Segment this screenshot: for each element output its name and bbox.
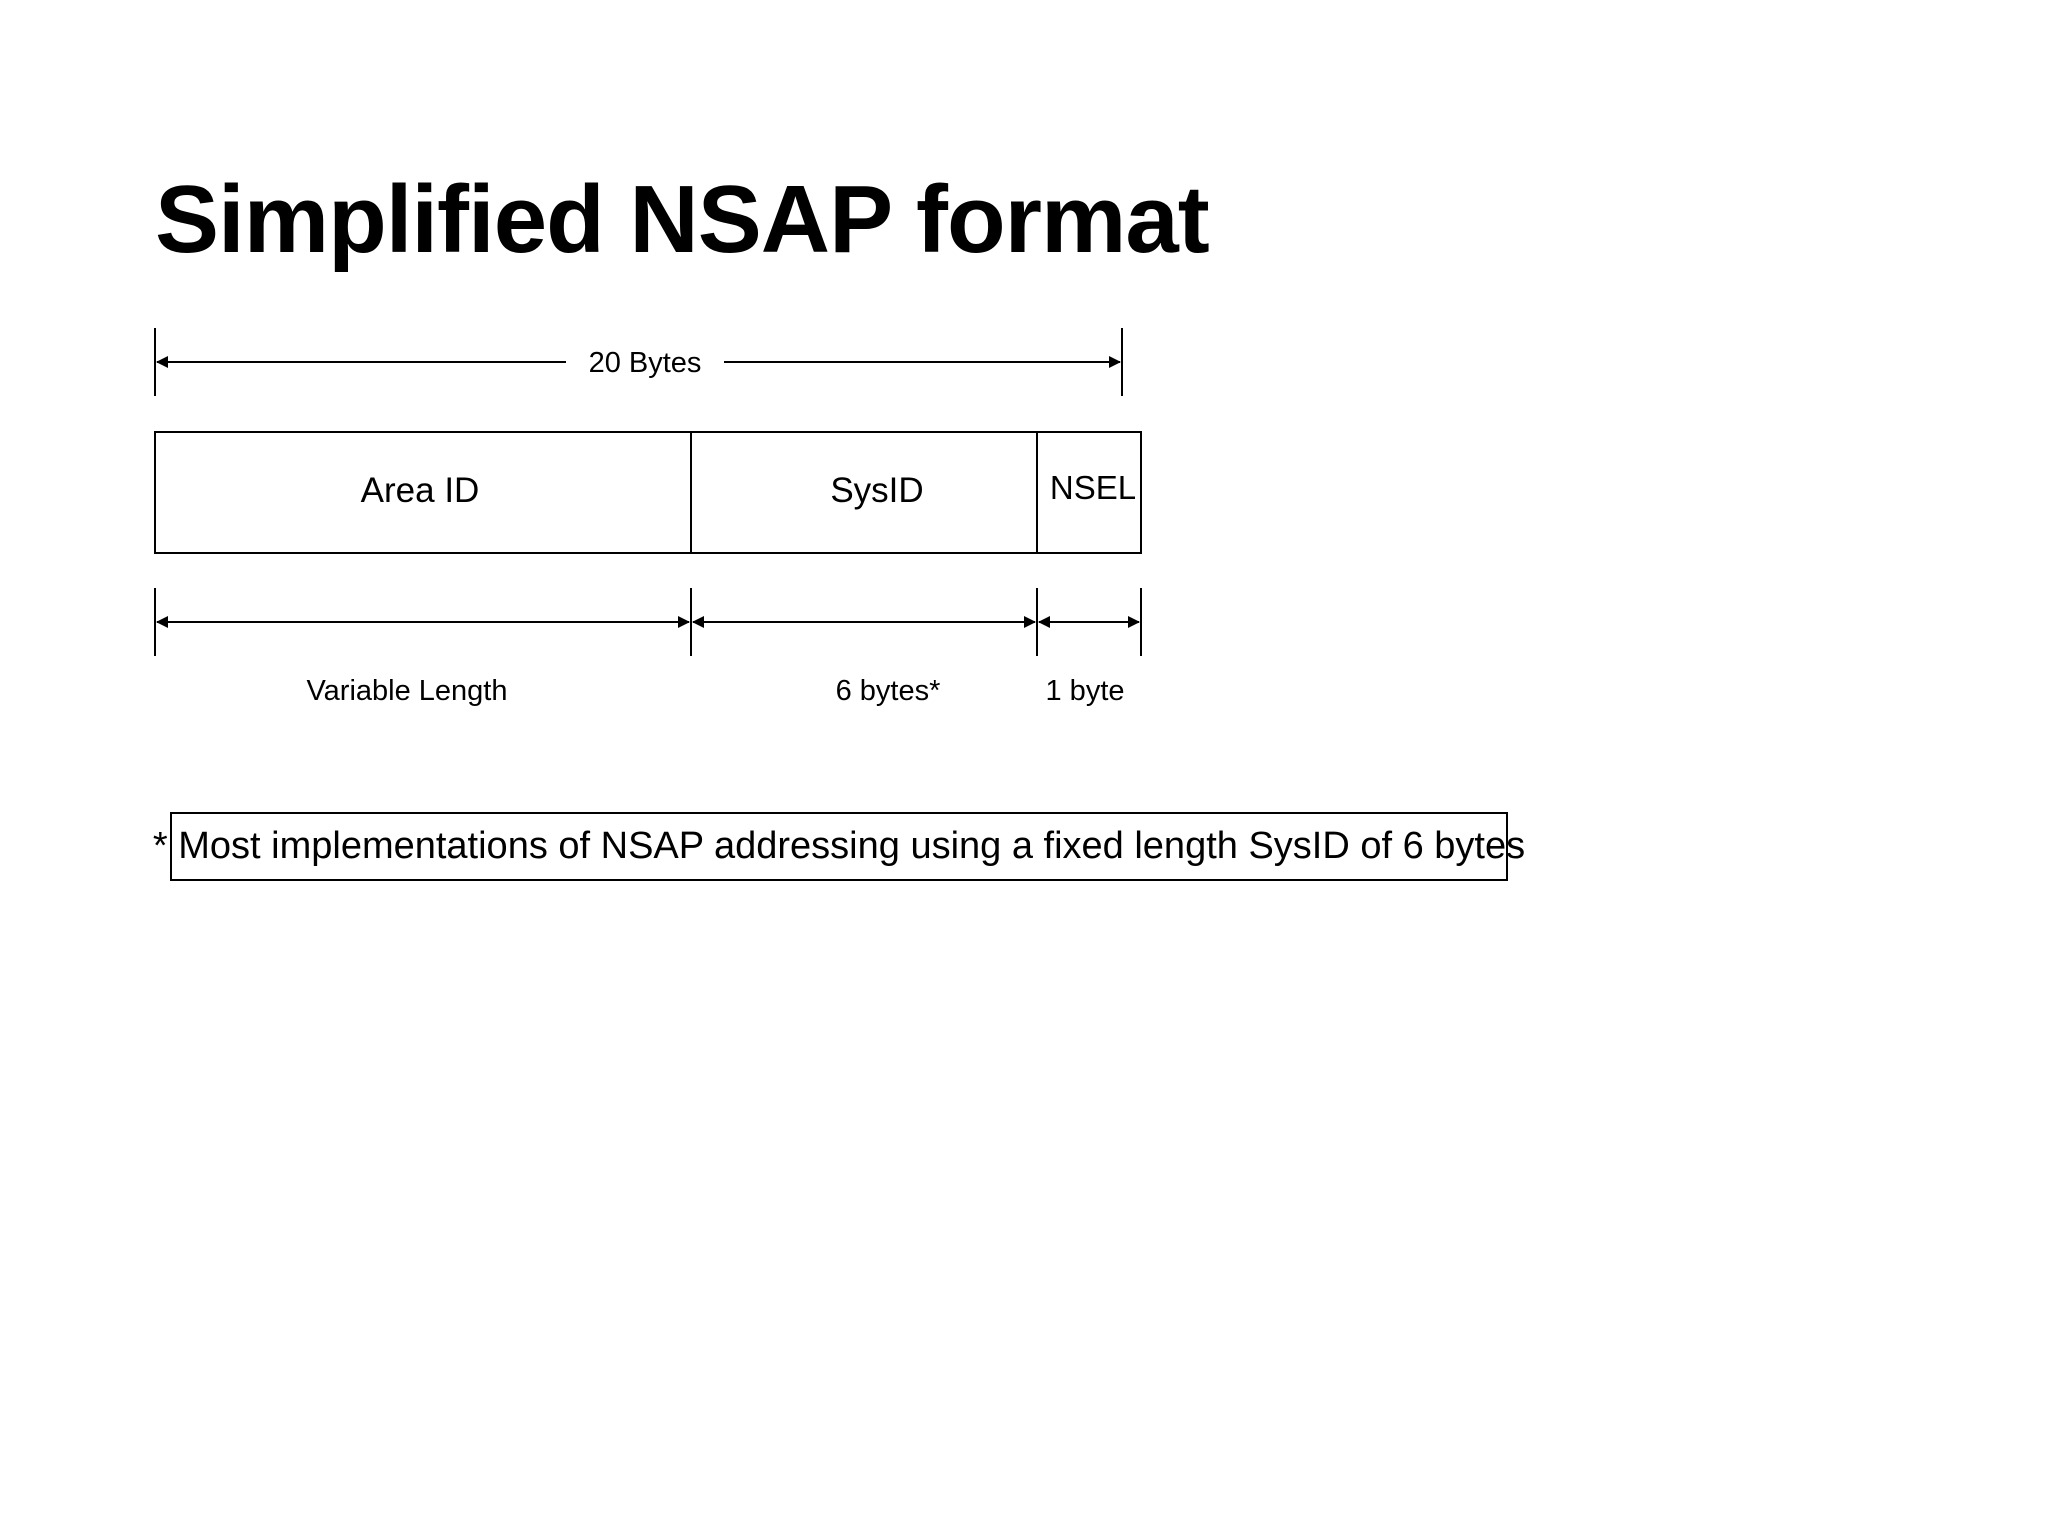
field-label-nsel: NSEL bbox=[1049, 469, 1137, 506]
field-boxes bbox=[155, 432, 1141, 553]
area-id-length-label: Variable Length bbox=[306, 675, 508, 707]
sysid-length-label: 6 bytes* bbox=[835, 675, 941, 707]
field-label-sysid: SysID bbox=[830, 471, 924, 510]
field-length-dimensions bbox=[155, 588, 1141, 707]
total-length-dimension bbox=[155, 328, 1122, 396]
footnote-text: * Most implementations of NSAP addressing using a fixed length SysID of 6 bytes bbox=[152, 825, 1526, 867]
nsel-length-label: 1 byte bbox=[1045, 675, 1125, 707]
total-length-label: 20 Bytes bbox=[588, 347, 702, 379]
footnote-box bbox=[152, 812, 1526, 881]
field-label-area-id: Area ID bbox=[360, 471, 480, 510]
page-title: Simplified NSAP format bbox=[155, 166, 1209, 273]
